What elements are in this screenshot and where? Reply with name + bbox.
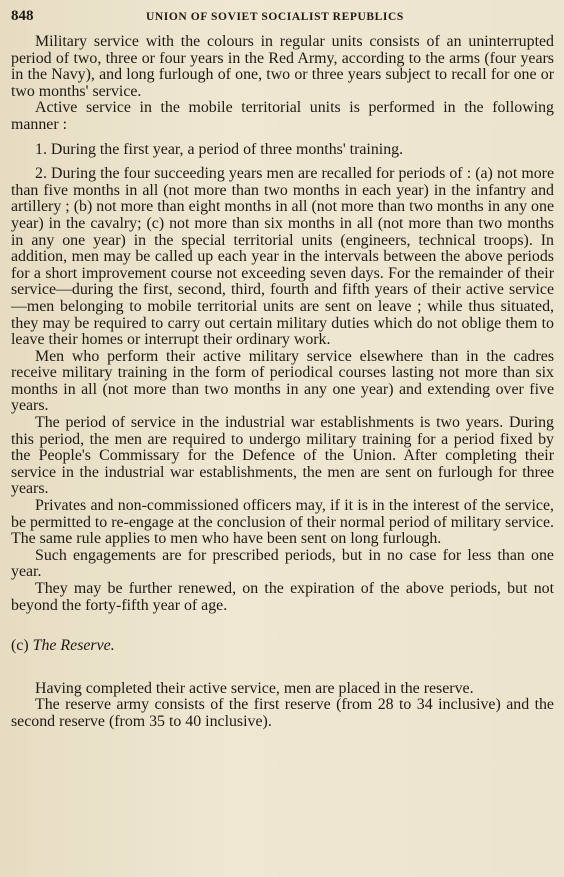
section-heading — [11, 638, 554, 655]
paragraph: They may be further renewed, on the expiration of the above periods, but not beyond the forty-fifth year of age. — [11, 580, 554, 614]
paragraph: Such engagements are for prescribed periods, but in no case for less than one year. — [11, 546, 554, 581]
list-item: 2. During the four succeeding years men are recalled for periods of : (a) not more than five months in all (not more than two months in each year) in the infantry and artillery ; (b) not more than eight months in all (not more than two months in any one year) in the cavalry; (c) not more than six months in all (not more than two months in any one year) in the special territorial units (engineers, technical troops). In addition, men may be called up each year in the intervals between the above periods for a short improvement course not exceeding seven days. For the remainder of their service—during the first, second, third, fourth and fifth years of their active service—men belonging to mobile territorial units are sent on leave ; while thus situated, they may be required to carry out certain military duties which do not oblige them to leave their homes or interrupt their ordinary work. — [11, 165, 554, 349]
section-label: (c) — [11, 637, 29, 655]
list-item: 1. During the first year, a period of three months' training. — [35, 140, 404, 158]
paragraph: Privates and non-commissioned officers may, if it is in the interest of the service, be permitted to re-engage at the conclusion of their normal period of military service. The same rule applies to men who have been sent on long furlough. — [11, 497, 554, 548]
paragraph: The reserve army consists of the first reserve (from 28 to 34 inclusive) and the second reserve (from 35 to 40 inclusive). — [11, 696, 554, 730]
paragraph: Men who perform their active military service elsewhere than in the cadres receive military training in the form of periodical courses lasting not more than six months in all (not more than two months in any one year) and extending over five years. — [11, 347, 554, 415]
page-header — [11, 8, 554, 34]
section-title: The Reserve. — [32, 637, 115, 655]
paragraph: The period of service in the industrial war establishments is two years. During this period, the men are required to undergo military training for a period fixed by the People's Commissary for the Defence of the Union. After completing their service in the industrial war establishments, the men are sent on furlough for three years. — [11, 414, 554, 498]
body-text — [11, 34, 554, 731]
paragraph: Active service in the mobile territorial units is performed in the following manner : — [11, 99, 554, 133]
running-head: UNION OF SOVIET SOCIALIST REPUBLICS — [146, 11, 404, 23]
paragraph: Military service with the colours in regular units consists of an uninterrupted period of two, three or four years in the Red Army, according to the arms (four years in the Navy), and long furlough of one, two or three years subject to recall for one or two months' service. — [11, 33, 554, 100]
paragraph: Having completed their active service, men are placed in the reserve. — [35, 679, 474, 697]
page-number: 848 — [11, 8, 34, 24]
